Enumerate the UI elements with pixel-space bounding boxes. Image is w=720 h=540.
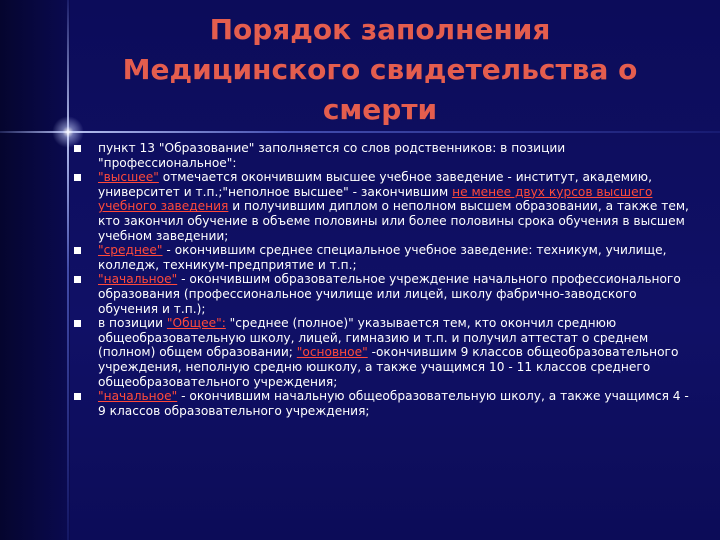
title-line-1: Порядок заполнения bbox=[209, 13, 551, 46]
list-item bbox=[70, 389, 698, 418]
square-bullet-icon bbox=[74, 145, 81, 152]
square-bullet-icon bbox=[74, 393, 81, 400]
list-item bbox=[70, 141, 698, 170]
highlight-term: "начальное" bbox=[98, 389, 178, 404]
slide-content bbox=[70, 141, 698, 418]
square-bullet-icon bbox=[74, 276, 81, 283]
highlight-term: "начальное" bbox=[98, 272, 178, 287]
item-text: и получившим диплом о неполном высшем образовании, а также тем, кто закончил обучение в объеме половины или более половины срока обучения в высшем учебном заведении; bbox=[98, 199, 689, 243]
highlight-term: не менее двух курсов высшего учебного заведения bbox=[98, 184, 653, 214]
left-panel bbox=[0, 0, 70, 540]
item-text: - окончившим начальную общеобразовательную школу, а также учащимся 4 - 9 классов образовательного учреждения; bbox=[98, 389, 689, 418]
decorative-vertical-line bbox=[67, 0, 69, 540]
square-bullet-icon bbox=[74, 247, 81, 254]
item-text: - окончившим среднее специальное учебное заведение: техникум, училище, колледж, техникум-предприятие и т.п.; bbox=[98, 243, 667, 272]
item-text: - окончившим образовательное учреждение начального профессионального образования (профессиональное училище или лицей, школу фабрично-заводского обучения и т.п.); bbox=[98, 272, 681, 316]
decorative-horizontal-line bbox=[0, 131, 720, 133]
highlight-term: "среднее" bbox=[98, 243, 163, 258]
slide-title bbox=[100, 10, 660, 130]
title-line-3: смерти bbox=[322, 93, 438, 126]
square-bullet-icon bbox=[74, 320, 81, 327]
list-item bbox=[70, 316, 698, 389]
item-text: пункт 13 "Образование" заполняется со слов родственников: в позиции "профессиональное": bbox=[98, 141, 566, 170]
list-item bbox=[70, 170, 698, 243]
title-line-2: Медицинского свидетельства о bbox=[122, 53, 638, 86]
square-bullet-icon bbox=[74, 174, 81, 181]
item-text: "среднее (полное)" указывается тем, кто окончил среднюю общеобразовательную школу, лицей, гимназию и т.п. и получил аттестат о среднем (полном) общем образовании; bbox=[98, 316, 649, 360]
item-text: -окончившим 9 классов общеобразовательного учреждения, неполную средню юшколу, а также учащимся 10 - 11 классов среднего общеобразовательного учреждения; bbox=[98, 345, 679, 389]
highlight-term: "Общее": bbox=[166, 316, 226, 331]
item-text: в позиции bbox=[98, 316, 167, 331]
highlight-term: "высшее" bbox=[98, 170, 159, 185]
list-item bbox=[70, 243, 698, 272]
item-text: отмечается окончившим высшее учебное заведение - институт, академию, университет и т.п.;"неполное высшее" - закончившим bbox=[98, 170, 652, 199]
list-item bbox=[70, 272, 698, 316]
highlight-term: "основное" bbox=[296, 345, 368, 360]
